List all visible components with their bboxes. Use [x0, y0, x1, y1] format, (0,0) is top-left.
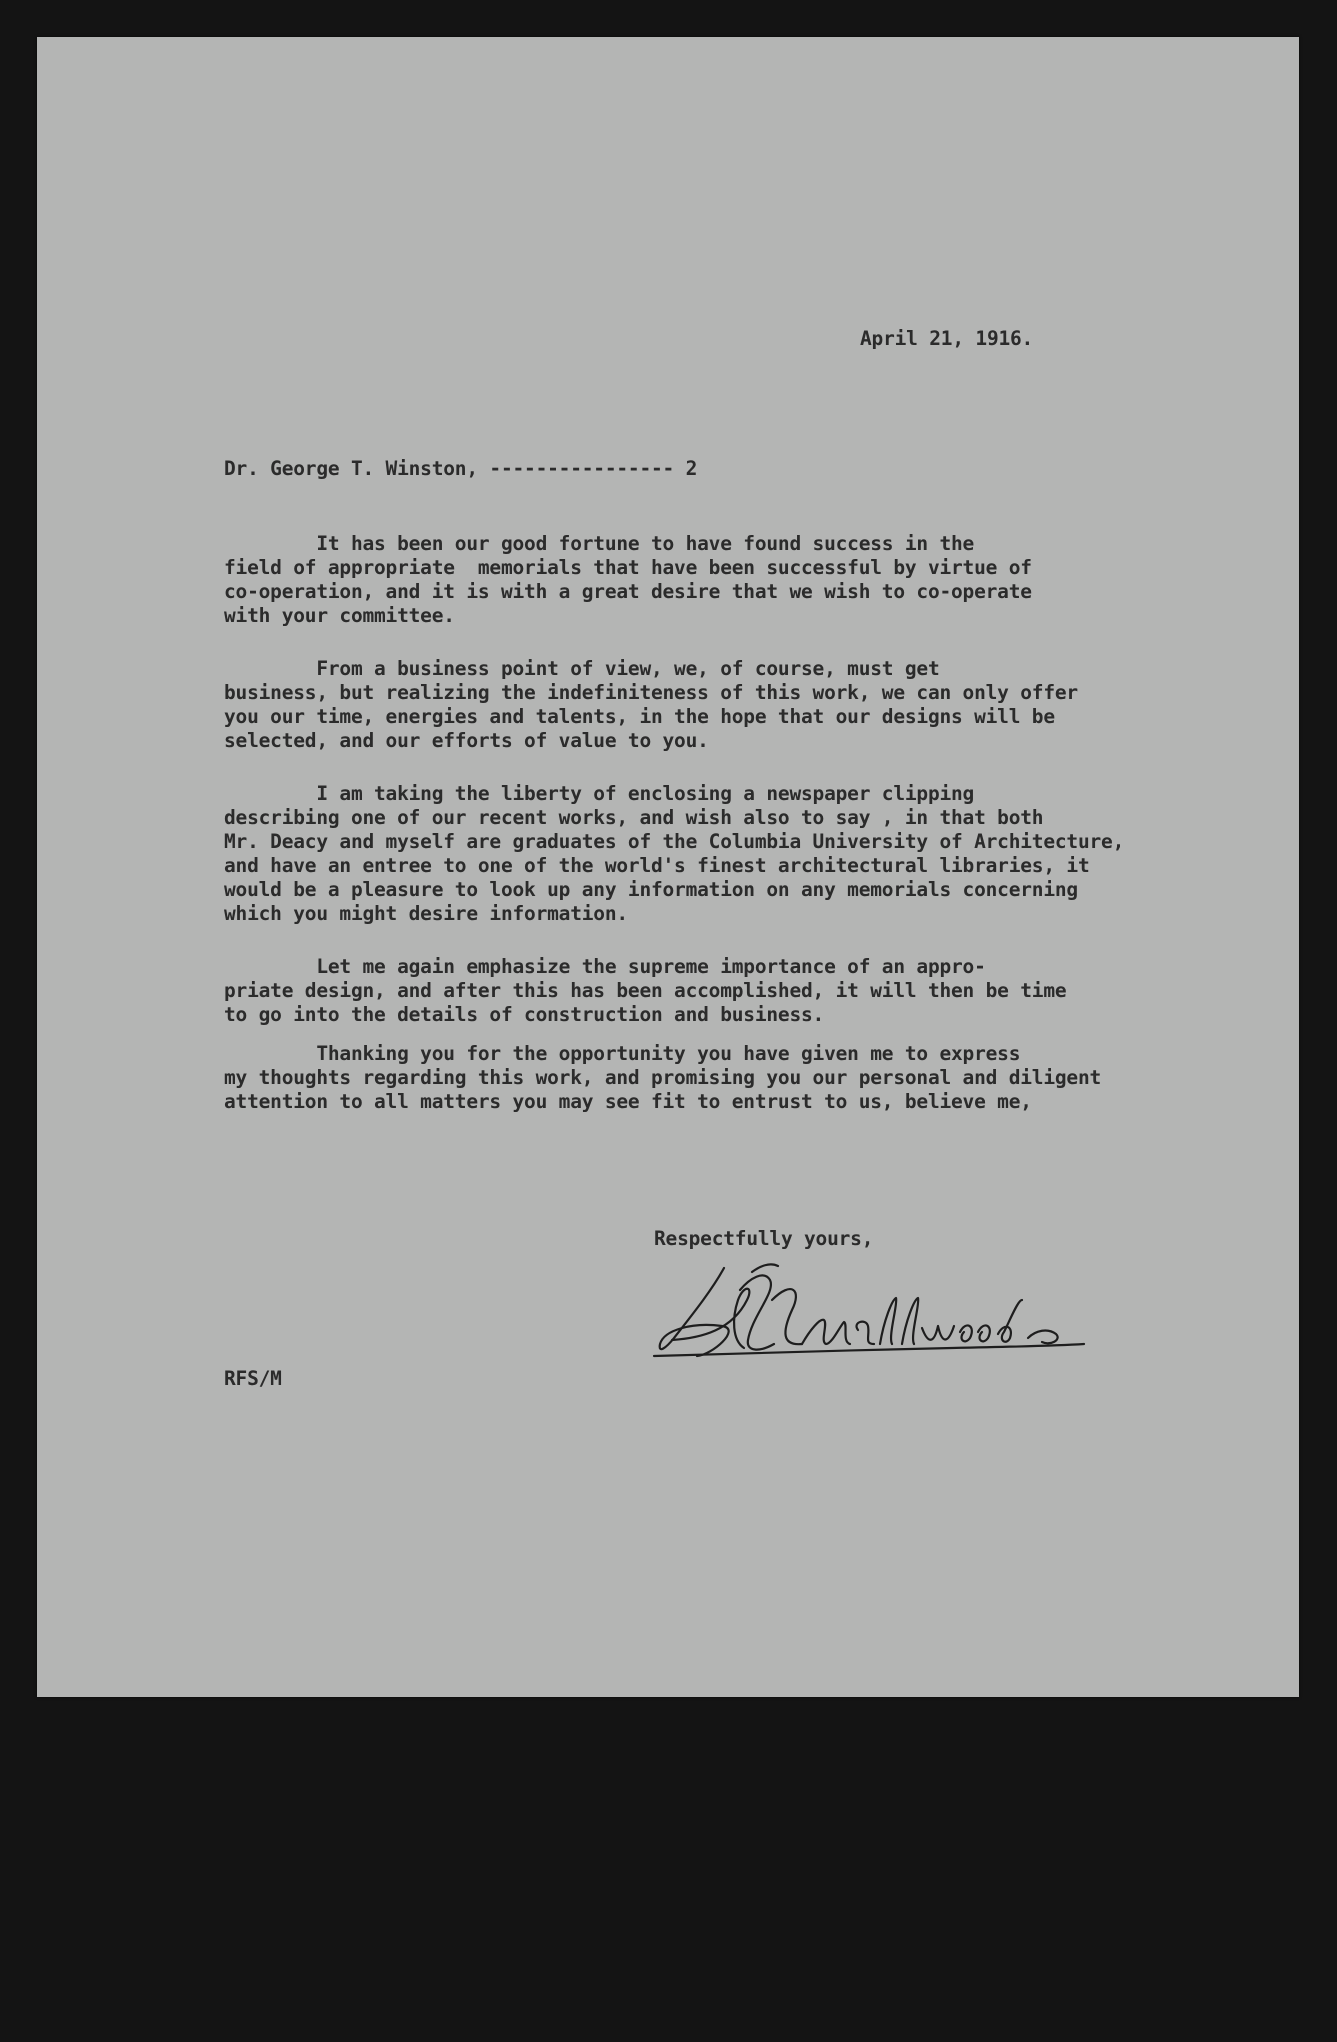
- closing: Respectfully yours,: [654, 1227, 874, 1250]
- paragraph-line: and have an entree to one of the world's finest architectural libraries, it: [224, 854, 1090, 877]
- paragraph-line: Thanking you for the opportunity you have given me to express: [224, 1042, 1021, 1065]
- paragraph-line: my thoughts regarding this work, and promising you our personal and diligent: [224, 1066, 1102, 1089]
- paragraph-line: Let me again emphasize the supreme importance of an appro-: [224, 955, 986, 978]
- typist-initials: RFS/M: [224, 1367, 282, 1390]
- letter-page: [37, 37, 1299, 1697]
- paragraph-line: attention to all matters you may see fit to entrust to us, believe me,: [224, 1090, 1032, 1113]
- paragraph-line: business, but realizing the indefiniteness of this work, we can only offer: [224, 681, 1078, 704]
- paragraph-line: From a business point of view, we, of course, must get: [224, 657, 940, 680]
- paragraph-line: selected, and our efforts of value to you.: [224, 729, 709, 752]
- paragraph-line: It has been our good fortune to have found success in the: [224, 532, 975, 555]
- paragraph-line: describing one of our recent works, and wish also to say , in that both: [224, 806, 1044, 829]
- paragraph-line: Mr. Deacy and myself are graduates of the Columbia University of Architecture,: [224, 830, 1125, 853]
- letter-date: April 21, 1916.: [860, 327, 1034, 350]
- paragraph-5: [224, 1042, 1224, 2042]
- paragraph-line: I am taking the liberty of enclosing a newspaper clipping: [224, 782, 975, 805]
- paragraph-line: which you might desire information.: [224, 902, 628, 925]
- paragraph-line: co-operation, and it is with a great desire that we wish to co-operate: [224, 580, 1032, 603]
- paragraph-line: would be a pleasure to look up any information on any memorials concerning: [224, 878, 1078, 901]
- paragraph-line: field of appropriate memorials that have been successful by virtue of: [224, 556, 1032, 579]
- paragraph-line: priate design, and after this has been accomplished, it will then be time: [224, 979, 1067, 1002]
- handwritten-signature: [652, 1260, 1092, 1370]
- paragraph-line: you our time, energies and talents, in the hope that our designs will be: [224, 705, 1055, 728]
- paragraph-line: with your committee.: [224, 604, 455, 627]
- paragraph-line: to go into the details of construction and business.: [224, 1003, 825, 1026]
- addressee-line: Dr. George T. Winston, ---------------- 2: [224, 457, 698, 480]
